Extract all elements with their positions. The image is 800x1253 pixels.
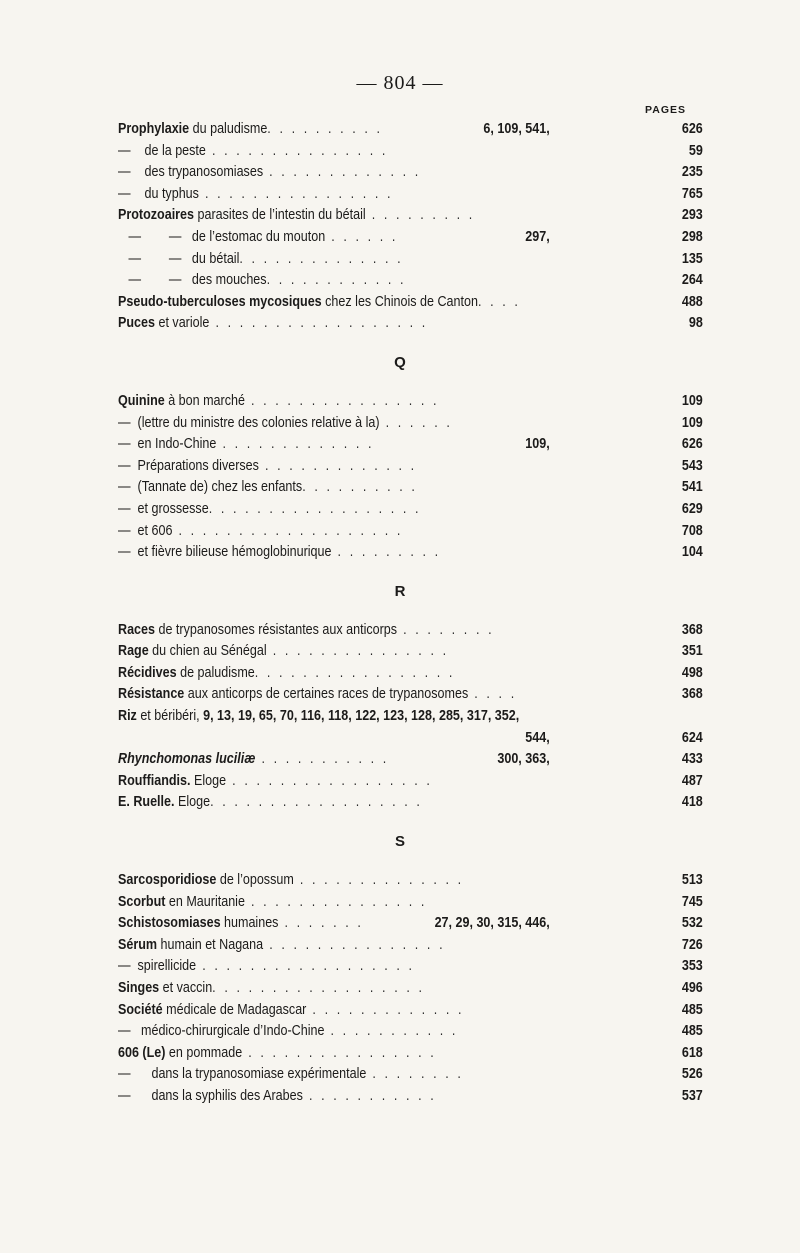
entry-page: 485	[681, 1001, 703, 1018]
section-letter: R	[394, 582, 406, 600]
index-entry	[17, 141, 705, 163]
index-entry	[17, 1043, 705, 1065]
entry-subject: chez les Chinois de Canton	[321, 293, 478, 310]
entry-page: 624	[681, 729, 703, 746]
entry-subject: et béribéri,	[136, 708, 204, 725]
index-entry	[17, 1064, 705, 1086]
entry-page-refs: 297,	[525, 228, 550, 245]
entry-text	[118, 620, 494, 642]
leader-dots: . . . . . . . .	[366, 1066, 464, 1083]
entry-text	[118, 892, 427, 914]
entry-page: 726	[681, 936, 703, 953]
leader-dots: . . . . . . . . . . .	[302, 1087, 437, 1104]
entry-text	[118, 870, 464, 892]
entry-subject: à bon marché	[164, 392, 245, 409]
entry-text	[118, 956, 415, 978]
entry-page: 498	[681, 664, 703, 681]
entry-text	[118, 1064, 463, 1086]
entry-subject: et grossesse	[130, 500, 209, 517]
entry-subject: en Mauritanie	[165, 893, 245, 910]
entry-subject: — — de l’estomac du mouton	[118, 228, 326, 245]
entry-keyword: Sarcosporidiose	[118, 872, 217, 889]
index-entry	[17, 1086, 705, 1108]
entry-subject: Eloge	[190, 772, 227, 789]
pages-column-heading: PAGES	[645, 104, 686, 116]
leader-dots: . . . . . . . . . .	[267, 121, 389, 137]
index-entry	[17, 892, 705, 914]
entry-text	[118, 641, 449, 663]
leader-dots: . . . . . . . . . . . . .	[258, 457, 417, 474]
leader-dots: . . . . . . . . .	[365, 207, 475, 224]
entry-text	[118, 749, 395, 771]
entry-page: 629	[681, 500, 703, 517]
entry-keyword: Quinine	[118, 392, 165, 409]
entry-page: 98	[688, 315, 703, 332]
index-entry	[17, 706, 705, 728]
leader-dots: . . . . . . . . . . . . .	[306, 1001, 465, 1018]
entry-page: 765	[681, 185, 703, 202]
entry-page: 526	[681, 1066, 703, 1083]
entry-page: 298	[681, 228, 703, 245]
entry-subject: —	[118, 142, 131, 159]
entry-page: 264	[681, 272, 703, 289]
entry-subject: —	[118, 164, 131, 181]
entry-text	[118, 499, 421, 521]
entry-text	[118, 292, 520, 314]
entry-subject: en pommade	[165, 1044, 243, 1061]
entry-subject: aux anticorps de certaines races de trypanosomes	[184, 686, 469, 703]
entry-page: 496	[681, 980, 703, 996]
entry-page: 745	[681, 893, 703, 910]
entry-text	[118, 771, 432, 793]
index-entry	[17, 641, 705, 663]
leader-dots: . . . . . . . . . . . . . . . . .	[254, 664, 455, 681]
entry-text	[118, 792, 422, 814]
entry-text	[118, 1021, 458, 1043]
index-entry	[17, 162, 705, 184]
entry-text	[118, 477, 417, 499]
index-entry	[17, 663, 705, 685]
leader-dots: . . . . . . . . . . . . . . . .	[244, 392, 440, 409]
index-entry	[17, 184, 705, 206]
entry-subject: —	[118, 1023, 131, 1040]
index-entry	[17, 456, 705, 478]
entry-page: 353	[681, 958, 703, 975]
leader-dots: . . . . . . . . . . . . . .	[293, 872, 464, 889]
entry-subject: —	[118, 457, 131, 474]
leader-dots: . . . . . . . . . . .	[255, 751, 395, 768]
index-entry	[17, 227, 705, 249]
index-entry	[17, 521, 705, 543]
entry-page-refs: 300, 363,	[497, 751, 550, 768]
entry-keyword: Scorbut	[118, 893, 166, 910]
entry-subject: de paludisme	[176, 664, 255, 681]
entry-text	[118, 205, 475, 227]
entry-text	[118, 1000, 464, 1022]
entry-keyword: Singes	[118, 980, 160, 996]
entry-subject: —	[118, 522, 131, 539]
entry-subject: —	[118, 958, 131, 975]
entry-subject: humaines	[220, 915, 279, 932]
leader-dots: . . . . . . . . . . . . . . .	[205, 142, 388, 159]
entry-subject: du typhus	[130, 185, 199, 202]
entry-text	[118, 162, 421, 184]
page-number: — 804 —	[356, 72, 444, 94]
index-listing	[0, 119, 800, 1108]
index-entry	[17, 413, 705, 435]
leader-dots: . . . .	[468, 686, 517, 703]
entry-page-refs: 109,	[525, 436, 550, 453]
entry-text	[118, 119, 389, 141]
entry-page: 109	[681, 414, 703, 431]
entry-keyword: Puces	[118, 315, 155, 332]
entry-keyword: Rouffiandis.	[118, 772, 191, 789]
index-entry	[17, 249, 705, 271]
entry-subject: —	[118, 1087, 131, 1104]
entry-page: 513	[681, 872, 703, 889]
index-entry	[17, 792, 705, 814]
entry-text	[118, 706, 519, 728]
entry-subject: (Tannate de) chez les enfants	[130, 479, 303, 496]
leader-dots: . . . . . . . . . . . . . . . .	[198, 185, 394, 202]
index-entry	[17, 270, 705, 292]
leader-dots: . . . . . . . . . . .	[324, 1023, 458, 1040]
index-entry	[17, 434, 705, 456]
entry-subject: parasites de l’intestin du bétail	[194, 207, 366, 224]
entry-text	[118, 1086, 436, 1108]
entry-subject: du chien au Sénégal	[148, 643, 267, 660]
leader-dots: . . . . . . . . . . . . . . . .	[242, 1044, 437, 1061]
entry-page: 293	[681, 207, 703, 224]
entry-subject: de l’opossum	[216, 872, 294, 889]
index-entry	[17, 913, 705, 935]
entry-text	[118, 227, 404, 249]
entry-subject: dans la syphilis des Arabes	[130, 1087, 303, 1104]
leader-dots: . . . . . . . . . . . . . . . . . .	[196, 958, 415, 975]
entry-page: 368	[681, 686, 703, 703]
entry-text	[118, 684, 517, 706]
leader-dots: . . . . . . . . . . . . . . . . . .	[209, 315, 428, 332]
entry-keyword: Rage	[118, 643, 149, 660]
entry-keyword: Protozoaires	[118, 207, 195, 224]
leader-dots: . . . . . . .	[278, 915, 370, 932]
entry-subject: —	[118, 500, 131, 517]
leader-dots: . . . . . . . . . . . . . .	[239, 250, 404, 267]
entry-subject: dans la trypanosomiase expérimentale	[130, 1066, 367, 1083]
leader-dots: . . . . . . . . . . . .	[266, 272, 407, 289]
entry-keyword: Pseudo-tuberculoses mycosiques	[118, 293, 322, 310]
entry-subject: —	[118, 544, 131, 561]
entry-keyword: Schistosomiases	[118, 915, 221, 932]
entry-subject: Eloge	[174, 794, 211, 811]
entry-text	[118, 249, 403, 271]
entry-subject: en Indo-Chine	[130, 436, 217, 453]
index-entry	[17, 499, 705, 521]
entry-subject: Préparations diverses	[130, 457, 259, 474]
entry-text	[118, 141, 388, 163]
leader-dots: . . . . . . . . . . . . . . .	[244, 893, 427, 910]
index-entry	[17, 1021, 705, 1043]
entry-subject: —	[118, 414, 131, 431]
entry-keyword: Sérum	[118, 936, 158, 953]
index-entry	[17, 292, 705, 314]
entry-text	[118, 391, 439, 413]
entry-text	[118, 434, 374, 456]
index-entry	[17, 313, 705, 335]
entry-page-refs: 6, 109, 541,	[483, 121, 550, 137]
entry-subject: de trypanosomes résistantes aux anticorps	[154, 621, 398, 638]
entry-text	[118, 184, 393, 206]
entry-subject: et variole	[154, 315, 210, 332]
entry-subject: —	[118, 436, 131, 453]
leader-dots: . . . . . . . . . . . . . . .	[266, 643, 449, 660]
section-letter: Q	[394, 353, 406, 371]
leader-dots: . . . . . . . . . . . . . . . . .	[226, 772, 433, 789]
index-entry	[17, 978, 705, 1000]
entry-page: 543	[681, 457, 703, 474]
entry-subject: médicale de Madagascar	[162, 1001, 307, 1018]
leader-dots: . . . . . . . . . . . . .	[216, 436, 375, 453]
entry-subject: — — du bétail	[118, 250, 240, 267]
leader-dots: . . . . . . . . . .	[302, 479, 418, 496]
entry-page-refs: 27, 29, 30, 315, 446,	[434, 915, 550, 932]
entry-text	[118, 270, 406, 292]
entry-page: 418	[681, 794, 703, 811]
entry-page: 485	[681, 1023, 703, 1040]
entry-page: 59	[688, 142, 703, 159]
entry-page: 541	[681, 479, 703, 496]
entry-subject: du paludisme	[189, 121, 268, 137]
entry-keyword: 9, 13, 19, 65, 70, 116, 118, 122, 123, 128, 285, 317, 352,	[203, 708, 520, 725]
index-entry	[17, 935, 705, 957]
entry-keyword: Riz	[118, 708, 137, 725]
entry-subject: et vaccin	[159, 980, 213, 996]
leader-dots: . . . . . . . . . . . . .	[263, 164, 421, 181]
leader-dots: . . . . . .	[379, 414, 453, 431]
index-entry	[17, 542, 705, 564]
entry-page: 235	[681, 164, 703, 181]
entry-subject: (lettre du ministre des colonies relative à la)	[130, 414, 380, 431]
index-entry	[17, 771, 705, 793]
entry-text	[118, 542, 441, 564]
entry-keyword: Récidives	[118, 664, 177, 681]
index-entry	[17, 870, 705, 892]
entry-subject: —	[118, 479, 131, 496]
entry-page: 351	[681, 643, 703, 660]
leader-dots: . . . . . . . . . . . . . . . . . .	[212, 980, 425, 996]
entry-page: 433	[681, 751, 703, 768]
entry-subject: et fièvre bilieuse hémoglobinurique	[130, 544, 332, 561]
entry-text	[118, 456, 417, 478]
leader-dots: . . . . . . . . . . . . . . . . . . .	[172, 522, 403, 539]
entry-page: 368	[681, 621, 703, 638]
entry-keyword: Résistance	[118, 686, 185, 703]
entry-page: 488	[681, 293, 703, 310]
entry-keyword: E. Ruelle.	[118, 794, 175, 811]
leader-dots: . . . . . . . .	[397, 621, 495, 638]
entry-subject: spirellicide	[130, 958, 197, 975]
entry-text	[118, 913, 369, 935]
entry-page: 135	[681, 250, 703, 267]
entry-text	[118, 978, 425, 1000]
entry-keyword: Races	[118, 621, 155, 638]
entry-subject: de la peste	[130, 142, 206, 159]
leader-dots: . . . . . . . . .	[331, 544, 441, 561]
index-entry	[17, 391, 705, 413]
entry-page: 626	[681, 436, 703, 453]
index-entry	[17, 749, 705, 771]
entry-page: 626	[681, 121, 703, 137]
entry-keyword: Rhynchomonas luciliæ	[118, 751, 256, 768]
entry-subject: —	[118, 185, 131, 202]
entry-text	[118, 663, 455, 685]
entry-text	[118, 1043, 436, 1065]
index-entry	[17, 728, 705, 750]
entry-subject: humain et Nagana	[157, 936, 264, 953]
entry-page: 109	[681, 392, 703, 409]
index-entry	[17, 1000, 705, 1022]
entry-subject: —	[118, 1066, 131, 1083]
entry-subject: — — des mouches	[118, 272, 267, 289]
entry-page: 104	[681, 544, 703, 561]
leader-dots: . . . . . . . . . . . . . . . . . .	[210, 794, 423, 811]
entry-page: 487	[681, 772, 703, 789]
leader-dots: . . . . . . . . . . . . . . .	[263, 936, 446, 953]
entry-subject: et 606	[130, 522, 173, 539]
entry-subject: médico-chirurgicale d’Indo-Chine	[130, 1023, 325, 1040]
entry-keyword: Prophylaxie	[118, 121, 190, 137]
entry-page: 532	[681, 915, 703, 932]
index-entry	[17, 119, 705, 141]
section-letter: S	[394, 833, 405, 851]
index-entry	[17, 684, 705, 706]
entry-page-refs: 544,	[525, 729, 550, 746]
entry-page: 708	[681, 522, 703, 539]
entry-text	[118, 413, 452, 435]
entry-text	[118, 935, 445, 957]
index-entry	[17, 477, 705, 499]
entry-subject: des trypanosomiases	[130, 164, 264, 181]
index-entry	[17, 956, 705, 978]
entry-keyword: Société	[118, 1001, 163, 1018]
leader-dots: . . . .	[477, 293, 521, 310]
entry-text	[118, 521, 403, 543]
leader-dots: . . . . . .	[325, 228, 405, 245]
index-entry	[17, 205, 705, 227]
entry-keyword: 606 (Le)	[118, 1044, 166, 1061]
leader-dots: . . . . . . . . . . . . . . . . . .	[208, 500, 422, 517]
index-entry	[17, 620, 705, 642]
entry-page: 537	[681, 1087, 703, 1104]
entry-page: 618	[681, 1044, 703, 1061]
entry-text	[118, 313, 428, 335]
